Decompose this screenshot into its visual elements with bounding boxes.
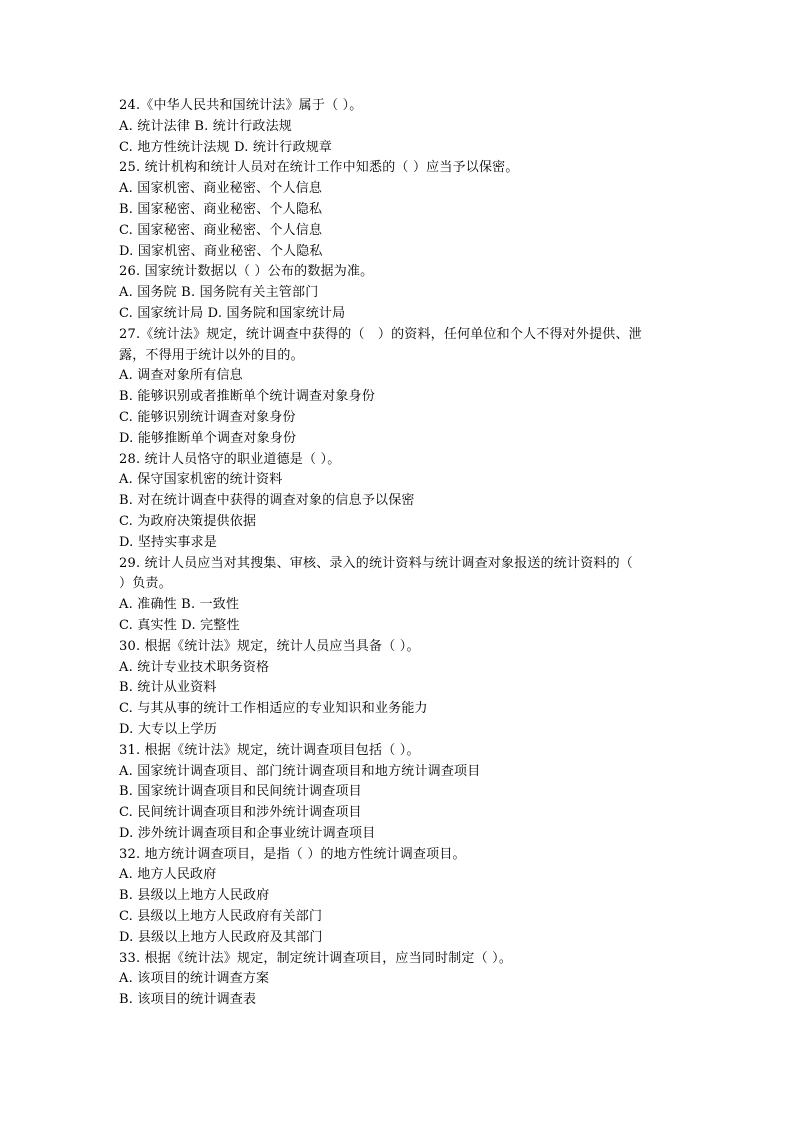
option-line: B. 该项目的统计调查表 — [119, 992, 257, 1008]
option-line: C. 县级以上地方人民政府有关部门 — [119, 909, 323, 925]
option-line: D. 大专以上学历 — [119, 721, 218, 737]
question-stem: 30. 根据《统计法》规定，统计人员应当具备（ ）。 — [119, 638, 420, 654]
option-line: D. 国家机密、商业秘密、个人隐私 — [119, 243, 323, 259]
document-body — [119, 96, 689, 1011]
option-line: A. 统计专业技术职务资格 — [119, 659, 270, 675]
option-line: A. 地方人民政府 — [119, 867, 217, 883]
option-line: A. 保守国家机密的统计资料 — [119, 472, 283, 488]
option-line: B. 国家统计调查项目和民间统计调查项目 — [119, 784, 362, 800]
question-stem: 26. 国家统计数据以（ ）公布的数据为准。 — [119, 264, 374, 280]
option-line: C. 为政府决策提供依据 — [119, 513, 257, 529]
question-stem-line: 27.《统计法》规定，统计调查中获得的（ ）的资料，任何单位和个人不得对外提供、泄 — [119, 326, 642, 342]
question-stem-line: 29. 统计人员应当对其搜集、审核、录入的统计资料与统计调查对象报送的统计资料的（ — [119, 555, 634, 571]
option-line: C. 国家秘密、商业秘密、个人信息 — [119, 222, 323, 238]
question-27 — [119, 325, 689, 450]
question-stem: 24.《中华人民共和国统计法》属于（ ）。 — [119, 98, 363, 113]
option-line: A. 调查对象所有信息 — [119, 368, 243, 384]
option-line: B. 国家秘密、商业秘密、个人隐私 — [119, 201, 323, 217]
option-line: B. 能够识别或者推断单个统计调查对象身份 — [119, 389, 376, 405]
question-29 — [119, 554, 689, 637]
option-line: A. 国务院 B. 国务院有关主管部门 — [119, 285, 319, 301]
option-line: C. 地方性统计法规 D. 统计行政规章 — [119, 139, 333, 155]
option-line: C. 与其从事的统计工作相适应的专业知识和业务能力 — [119, 701, 428, 717]
option-line: B. 统计从业资料 — [119, 680, 217, 696]
question-stem: 32. 地方统计调查项目，是指（ ）的地方性统计调查项目。 — [119, 846, 466, 862]
question-stem: 25. 统计机构和统计人员对在统计工作中知悉的（ ）应当予以保密。 — [119, 160, 519, 176]
question-stem-line: ）负责。 — [119, 576, 172, 592]
question-30 — [119, 637, 689, 741]
option-line: A. 国家统计调查项目、部门统计调查项目和地方统计调查项目 — [119, 763, 481, 779]
question-25 — [119, 158, 689, 262]
option-line: A. 统计法律 B. 统计行政法规 — [119, 118, 293, 134]
question-stem: 33. 根据《统计法》规定，制定统计调查项目，应当同时制定（ ）。 — [119, 950, 513, 966]
question-33 — [119, 949, 689, 1011]
question-28 — [119, 450, 689, 554]
option-line: A. 该项目的统计调查方案 — [119, 971, 270, 987]
option-line: C. 能够识别统计调查对象身份 — [119, 409, 296, 425]
option-line: B. 对在统计调查中获得的调查对象的信息予以保密 — [119, 493, 415, 509]
question-26 — [119, 262, 689, 324]
option-line: C. 真实性 D. 完整性 — [119, 617, 240, 633]
option-line: D. 县级以上地方人民政府及其部门 — [119, 929, 323, 945]
option-line: D. 坚持实事求是 — [119, 534, 218, 550]
question-32 — [119, 845, 689, 949]
option-line: A. 准确性 B. 一致性 — [119, 597, 240, 613]
question-stem-line: 露，不得用于统计以外的目的。 — [119, 347, 304, 363]
option-line: B. 县级以上地方人民政府 — [119, 888, 270, 904]
option-line: A. 国家机密、商业秘密、个人信息 — [119, 181, 323, 197]
question-24 — [119, 96, 689, 158]
option-line: D. 能够推断单个调查对象身份 — [119, 430, 297, 446]
option-line: C. 民间统计调查项目和涉外统计调查项目 — [119, 805, 362, 821]
question-stem: 31. 根据《统计法》规定，统计调查项目包括（ ）。 — [119, 742, 420, 758]
question-31 — [119, 741, 689, 845]
option-line: C. 国家统计局 D. 国务院和国家统计局 — [119, 305, 346, 321]
option-line: D. 涉外统计调查项目和企事业统计调查项目 — [119, 825, 376, 841]
question-stem: 28. 统计人员恪守的职业道德是（ ）。 — [119, 451, 341, 467]
